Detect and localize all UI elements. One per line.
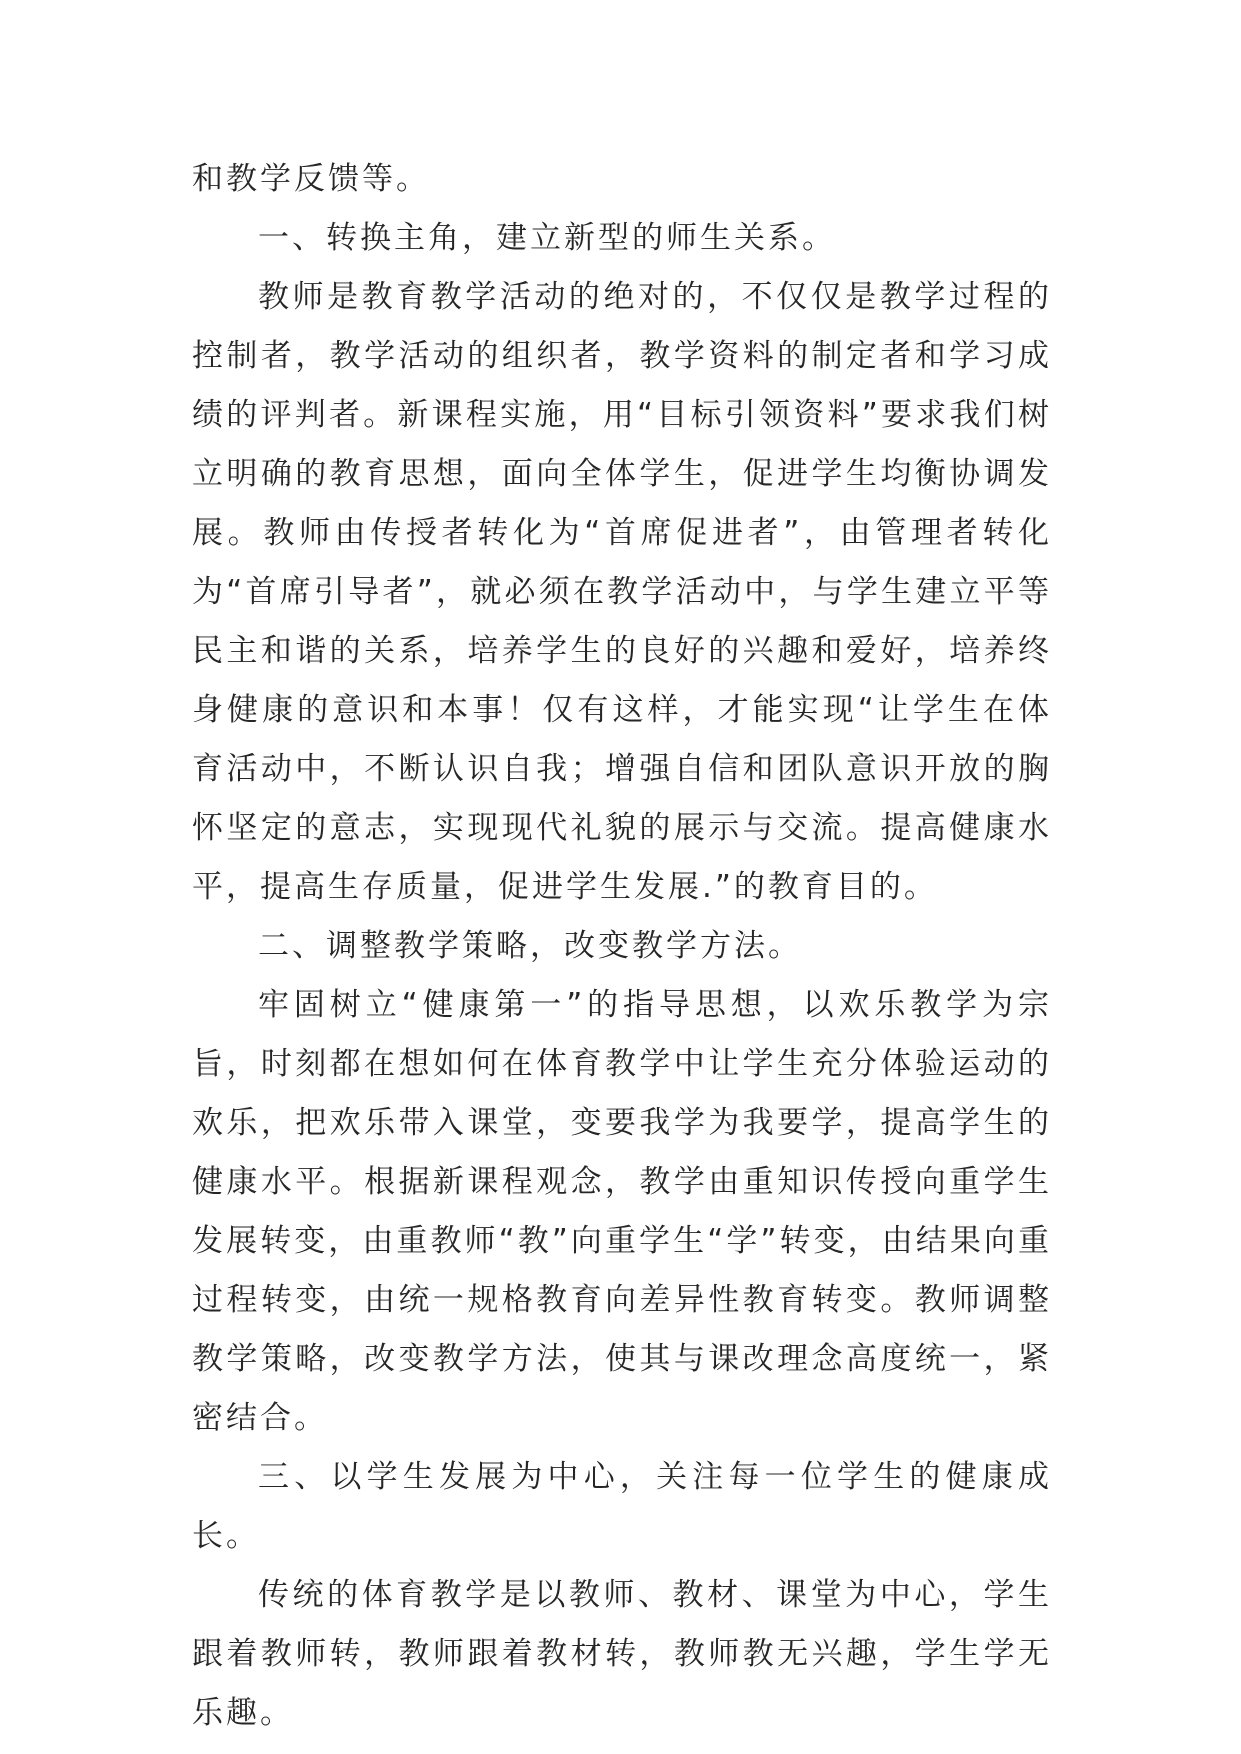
document-page	[192, 150, 1052, 1743]
section-heading-1: 一、转换主角，建立新型的师生关系。	[258, 220, 836, 256]
paragraph-continuation: 和教学反馈等。	[192, 161, 430, 197]
section-heading-3: 三、以学生发展为中心，关注每一位学生的健康成长。	[192, 1459, 1052, 1554]
paragraph-teaching-strategy: 牢固树立“健康第一”的指导思想，以欢乐教学为宗旨，时刻都在想如何在体育教学中让学生充分体验运动的欢乐，把欢乐带入课堂，变要我学为我要学，提高学生的健康水平。根据新课程观念，教学由重知识传授向重学生发展转变，由重教师“教”向重学生“学”转变，由结果向重过程转变，由统一规格教育向差异性教育转变。教师调整教学策略，改变教学方法，使其与课改理念高度统一，紧密结合。	[192, 987, 1052, 1436]
paragraph-traditional-teaching: 传统的体育教学是以教师、教材、课堂为中心，学生跟着教师转，教师跟着教材转，教师教无兴趣，学生学无乐趣。	[192, 1577, 1052, 1731]
section-heading-2: 二、调整教学策略，改变教学方法。	[258, 928, 802, 964]
paragraph-teacher-role: 教师是教育教学活动的绝对的，不仅仅是教学过程的控制者，教学活动的组织者，教学资料的制定者和学习成绩的评判者。新课程实施，用“目标引领资料”要求我们树立明确的教育思想，面向全体学生，促进学生均衡协调发展。教师由传授者转化为“首席促进者”，由管理者转化为“首席引导者”，就必须在教学活动中，与学生建立平等民主和谐的关系，培养学生的良好的兴趣和爱好，培养终身健康的意识和本事！仅有这样，才能实现“让学生在体育活动中，不断认识自我；增强自信和团队意识开放的胸怀坚定的意志，实现现代礼貌的展示与交流。提高健康水平，提高生存质量，促进学生发展.”的教育目的。	[192, 279, 1052, 905]
